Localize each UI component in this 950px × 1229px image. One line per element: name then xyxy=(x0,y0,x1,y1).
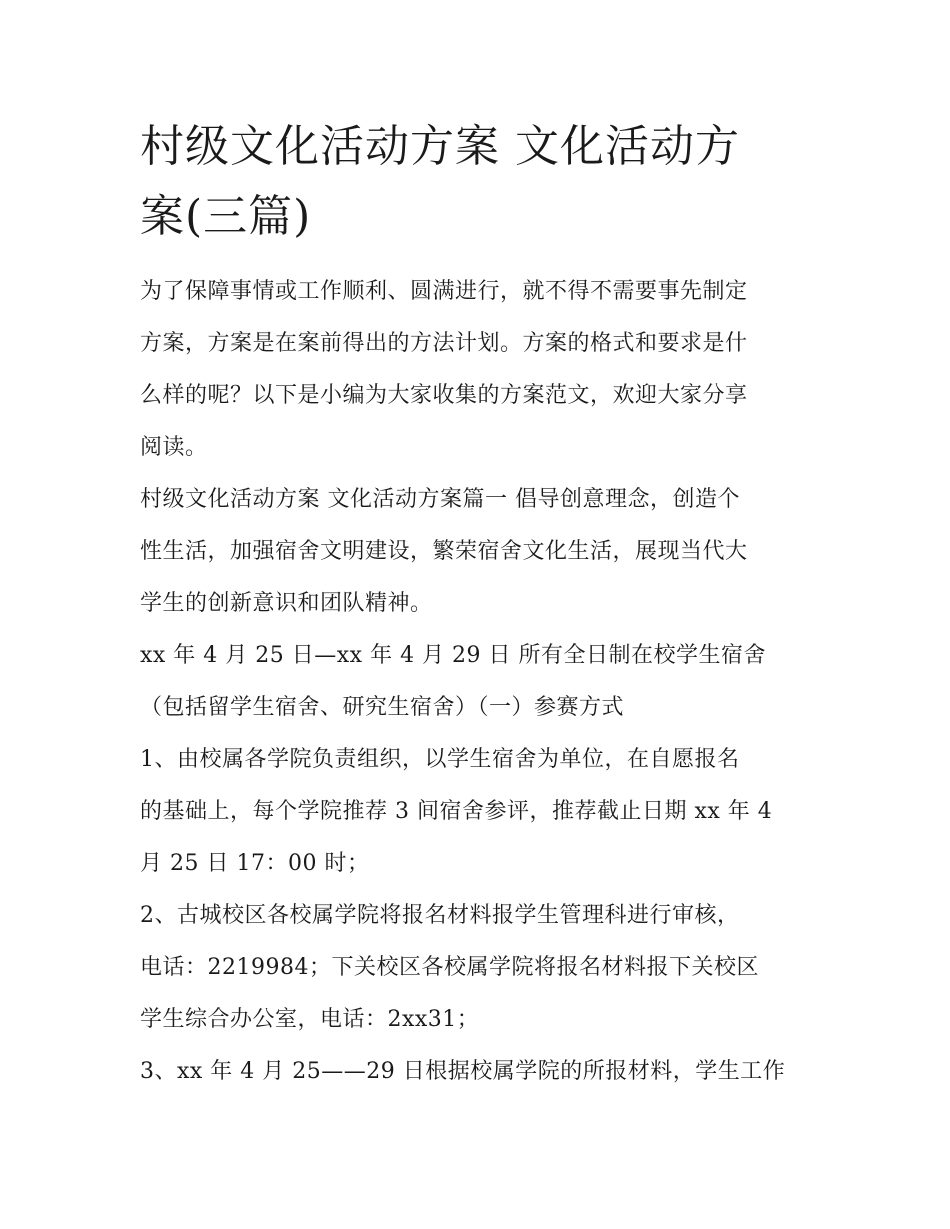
list-item-1: 1、由校属各学院负责组织，以学生宿舍为单位，在自愿报名 的基础上，每个学院推荐 3 间宿舍参评，推荐截止日期 xx 年 4 月 25 日 17：00 时； xyxy=(140,747,773,876)
document-content xyxy=(140,112,820,1098)
section-one-paragraph: 村级文化活动方案 文化活动方案篇一 倡导创意理念，创造个 性生活，加强宿舍文明建设，繁荣宿舍文化生活，展现当代大 学生的创新意识和团队精神。 xyxy=(140,487,748,616)
list-item-2: 2、古城校区各校属学院将报名材料报学生管理科进行审核， 电话：2219984；下关校区各校属学院将报名材料报下关校区 学生综合办公室，电话：2xx31； xyxy=(140,903,759,1032)
schedule-paragraph: xx 年 4 月 25 日—xx 年 4 月 29 日 所有全日制在校学生宿舍 （包括留学生宿舍、研究生宿舍）（一）参赛方式 xyxy=(140,643,767,720)
intro-paragraph: 为了保障事情或工作顺利、圆满进行，就不得不需要事先制定 方案，方案是在案前得出的方法计划。方案的格式和要求是什 么样的呢？以下是小编为大家收集的方案范文，欢迎大家分享 阅读。 xyxy=(140,279,748,460)
document-title: 村级文化活动方案 文化活动方 案(三篇) xyxy=(140,121,740,242)
list-item-3: 3、xx 年 4 月 25——29 日根据校属学院的所报材料，学生工作 xyxy=(140,1059,786,1084)
document-body xyxy=(140,266,820,1098)
